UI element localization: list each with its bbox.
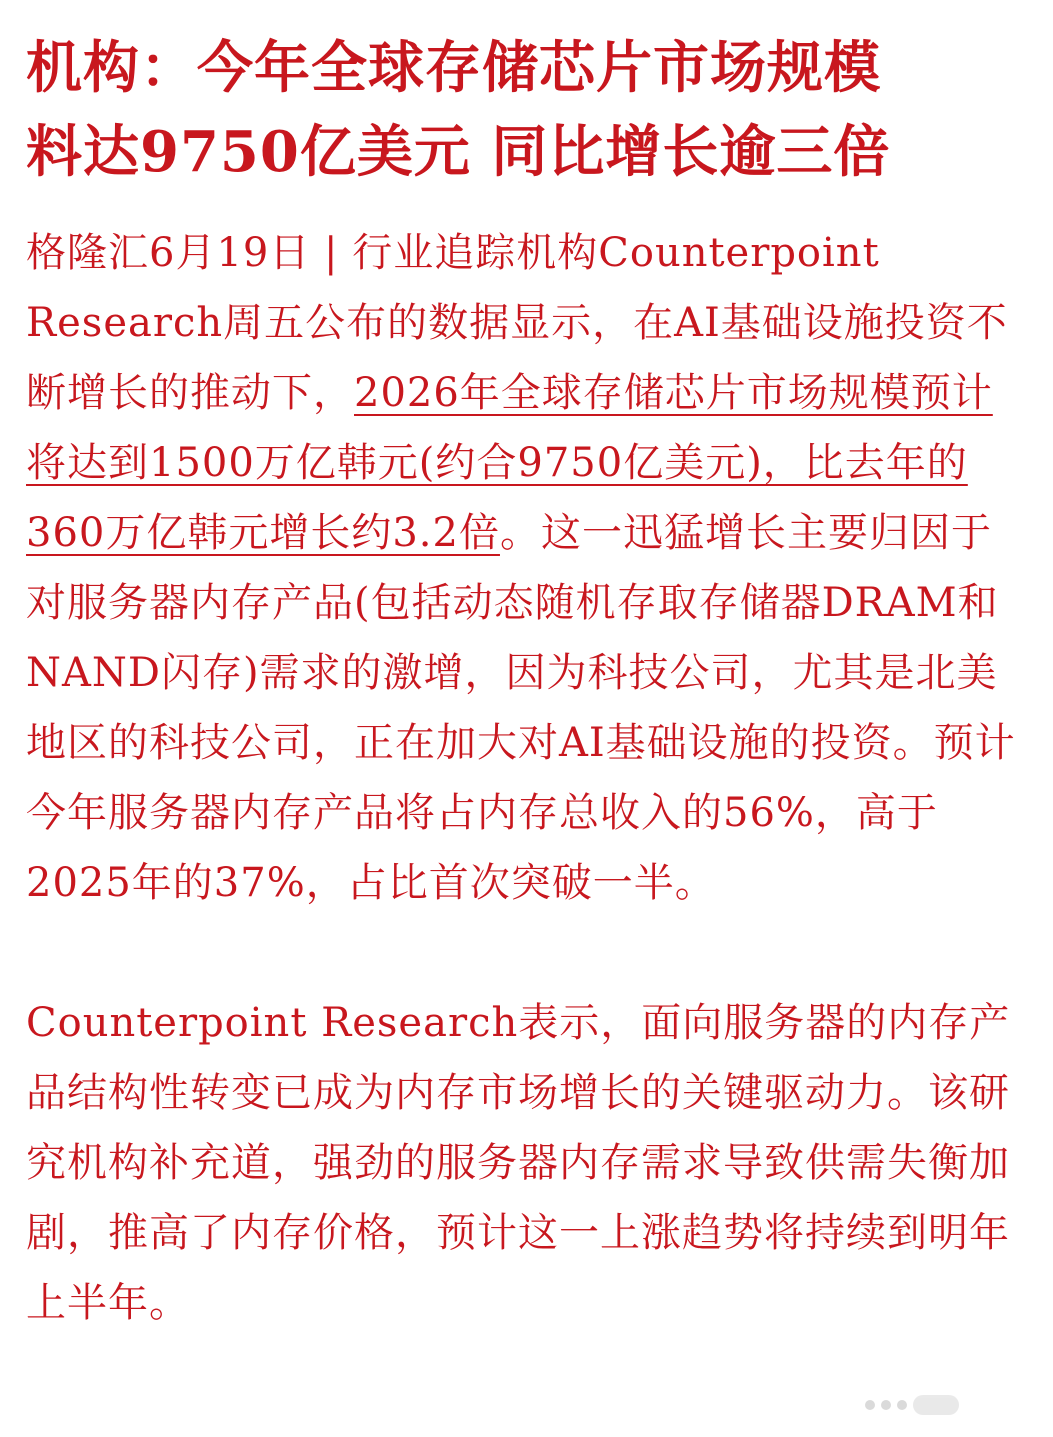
watermark-dot-icon	[865, 1400, 875, 1410]
paragraph-1-highlight: 2026年全球存储芯片市场规模预计将达到1500万亿韩元(约合9750亿美元)，比去年的360万亿韩元增长约3.2倍	[26, 370, 993, 556]
headline	[26, 26, 1026, 194]
watermark-dot-icon	[881, 1400, 891, 1410]
paragraph-2	[26, 988, 1026, 1338]
watermark-logo-icon	[913, 1395, 959, 1415]
article	[26, 26, 1026, 1338]
paragraph-2-text: Counterpoint Research表示，面向服务器的内存产品结构性转变已成为内存市场增长的关键驱动力。该研究机构补充道，强劲的服务器内存需求导致供需失衡加剧，推高了内存价格，预计这一上涨趋势将持续到明年上半年。	[26, 1000, 1011, 1326]
headline-line-1: 机构：今年全球存储芯片市场规模	[26, 35, 881, 101]
paragraph-1-rest: 。这一迅猛增长主要归因于对服务器内存产品(包括动态随机存取存储器DRAM和NAND闪存)需求的激增，因为科技公司，尤其是北美地区的科技公司，正在加大对AI基础设施的投资。预计今年服务器内存产品将占内存总收入的56%，高于2025年的37%，占比首次突破一半。	[26, 510, 1016, 906]
watermark-icon	[865, 1385, 1025, 1425]
watermark-dot-icon	[897, 1400, 907, 1410]
paragraph-1-intro: 格隆汇6月19日 | 行业追踪机构Counterpoint Research周五公布的数据显示，在AI基础设施投资不断增长的推动下，	[26, 230, 1008, 416]
paragraph-1	[26, 218, 1026, 918]
headline-line-2: 料达9750亿美元 同比增长逾三倍	[26, 119, 891, 185]
